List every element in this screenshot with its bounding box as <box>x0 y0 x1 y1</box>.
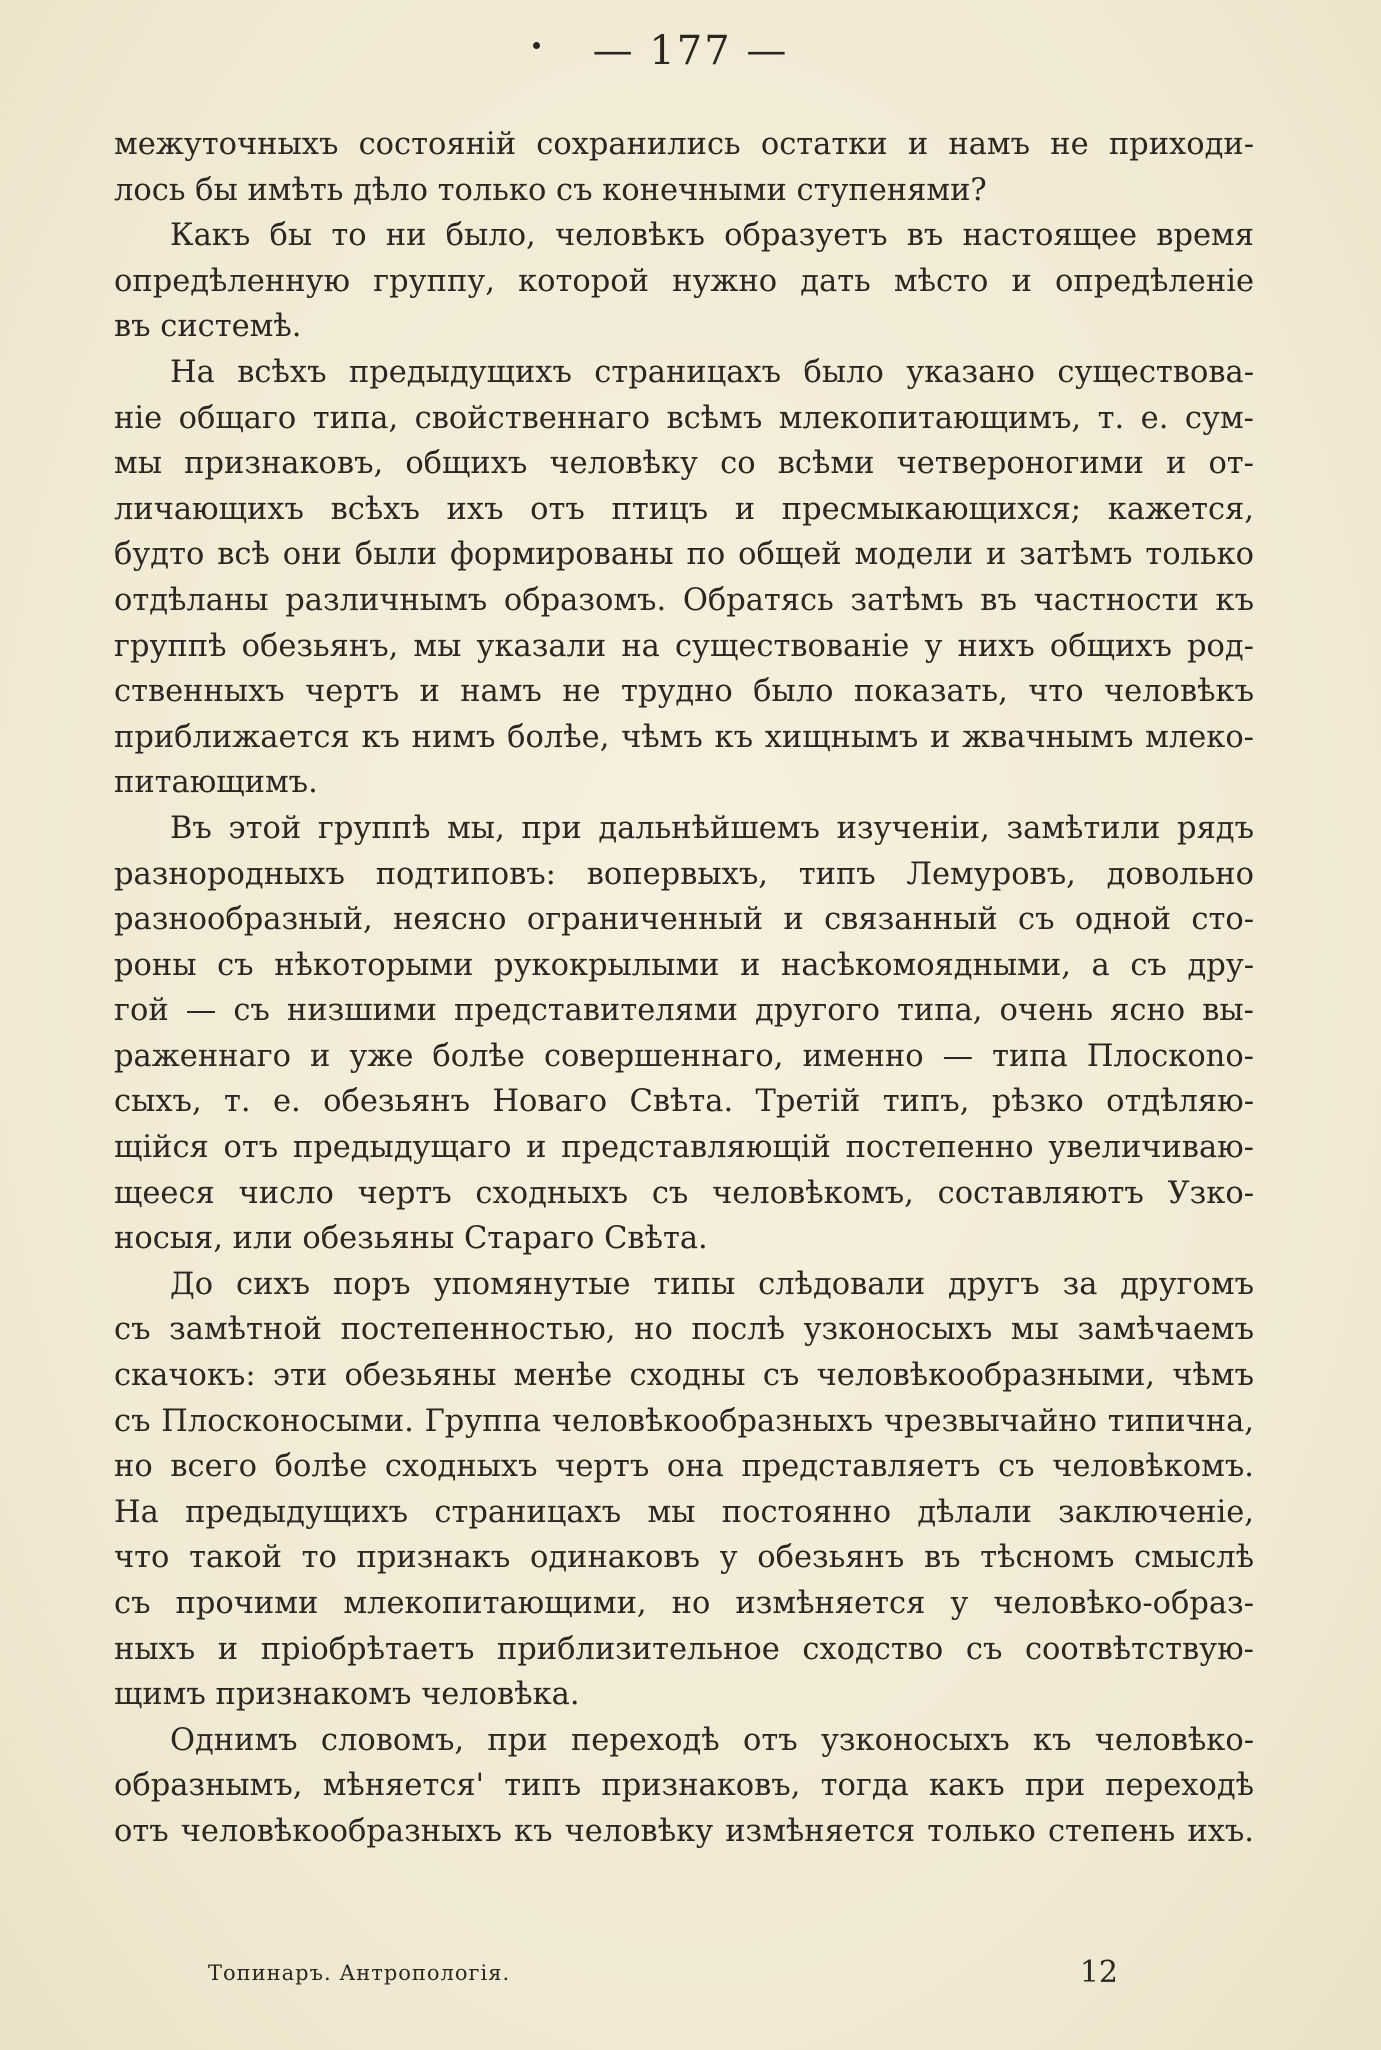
text-line: До сихъ поръ упомянутые типы слѣдовали другъ за другомъ <box>170 1266 1254 1302</box>
text-line: Какъ бы то ни было, человѣкъ образуетъ въ настоящее время <box>170 218 1254 254</box>
text-line: личающихъ всѣхъ ихъ отъ птицъ и пресмыкающихся; кажется, <box>114 491 1254 527</box>
body-text <box>114 122 1254 1855</box>
text-line: роны съ нѣкоторыми рукокрылыми и насѣкомоядными, а съ дру- <box>114 947 1254 983</box>
text-line: мы признаковъ, общихъ человѣку со всѣми четвероногими и от- <box>114 446 1254 482</box>
paragraph <box>114 350 1254 806</box>
text-line: На всѣхъ предыдущихъ страницахъ было указано существова- <box>170 354 1254 390</box>
text-line: отдѣланы различнымъ образомъ. Обратясь затѣмъ въ частности къ <box>114 582 1254 618</box>
text-line: съ замѣтной постепенностью, но послѣ узконосыхъ мы замѣчаемъ <box>114 1312 1254 1348</box>
text-line: сыхъ, т. е. обезьянъ Новаго Свѣта. Третiй типъ, рѣзко отдѣляю- <box>114 1084 1254 1120</box>
text-line: группѣ обезьянъ, мы указали на существованiе у нихъ общихъ род- <box>114 628 1254 664</box>
text-line: межуточныхъ состоянiй сохранились остатки и намъ не приходи- <box>114 127 1254 162</box>
page-footer <box>208 1955 1118 1995</box>
paragraph <box>114 806 1254 1262</box>
text-line: носыя, или обезьяны Стараго Свѣта. <box>114 1221 708 1257</box>
text-line: Однимъ словомъ, при переходѣ отъ узконосыхъ къ человѣко- <box>170 1722 1254 1758</box>
text-line: что такой то признакъ одинаковъ у обезьянъ въ тѣсномъ смыслѣ <box>114 1540 1254 1576</box>
text-line: гой — съ низшими представителями другого типа, очень ясно вы- <box>114 993 1254 1029</box>
text-line: опредѣленную группу, которой нужно дать мѣсто и опредѣленiе <box>114 263 1254 299</box>
page-number: — 177 — <box>592 28 789 74</box>
text-line: Въ этой группѣ мы, при дальнѣйшемъ изученiи, замѣтили рядъ <box>170 810 1254 846</box>
text-line: нiе общаго типа, свойственнаго всѣмъ млекопитающимъ, т. е. сум- <box>114 400 1254 436</box>
text-line: разнообразный, неясно ограниченный и связанный съ одной сто- <box>114 902 1254 938</box>
text-line: но всего болѣе сходныхъ чертъ она представляетъ съ человѣкомъ. <box>114 1449 1254 1485</box>
text-line: будто всѣ они были формированы по общей модели и затѣмъ только <box>114 537 1254 573</box>
text-line: щимъ признакомъ человѣка. <box>114 1677 580 1713</box>
text-line: образнымъ, мѣняется' типъ признаковъ, тогда какъ при переходѣ <box>114 1768 1254 1804</box>
text-line: питающимъ. <box>114 765 318 801</box>
text-line: раженнаго и уже болѣе совершеннаго, именно — типа Плоскono- <box>114 1038 1254 1074</box>
text-line: съ Плосконосыми. Группа человѣкообразныхъ чрезвычайно типична, <box>114 1403 1254 1439</box>
paragraph <box>114 213 1254 350</box>
text-line: скачокъ: эти обезьяны менѣе сходны съ человѣкообразными, чѣмъ <box>114 1358 1254 1394</box>
sheet-number: 12 <box>1079 1955 1118 1990</box>
text-line: ственныхъ чертъ и намъ не трудно было показать, что человѣкъ <box>114 674 1254 710</box>
paragraph <box>114 1262 1254 1718</box>
paragraph <box>114 122 1254 213</box>
text-line: отъ человѣкообразныхъ къ человѣку измѣняется только степень ихъ. <box>114 1813 1254 1849</box>
text-line: ныхъ и прiобрѣтаетъ приблизительное сходство съ соотвѣтствую- <box>114 1631 1254 1667</box>
text-line: щееся число чертъ сходныхъ съ человѣкомъ, составляютъ Узко- <box>114 1175 1254 1211</box>
text-line: щiйся отъ предыдущаго и представляющiй постепенно увеличиваю- <box>114 1130 1254 1166</box>
footer-signature: Топинаръ. Антропологiя. <box>208 1961 511 1985</box>
text-line: съ прочими млекопитающими, но измѣняется у человѣко-образ- <box>114 1586 1254 1621</box>
text-line: На предыдущихъ страницахъ мы постоянно дѣлали заключенiе, <box>114 1494 1254 1530</box>
text-line: разнородныхъ подтиповъ: вопервыхъ, типъ Лемуровъ, довольно <box>114 856 1254 892</box>
text-line: лось бы имѣть дѣло только съ конечными ступенями? <box>114 172 987 208</box>
text-line: приближается къ нимъ болѣе, чѣмъ къ хищнымъ и жвачнымъ млеко- <box>114 719 1254 755</box>
paragraph <box>114 1718 1254 1855</box>
text-line: въ системѣ. <box>114 309 302 345</box>
